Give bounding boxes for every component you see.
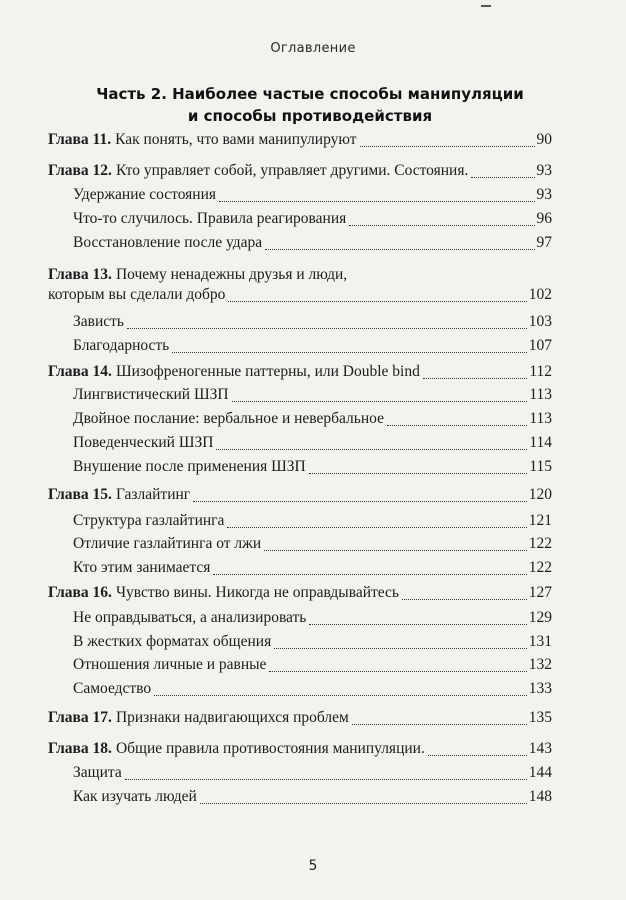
dot-leader xyxy=(471,177,534,178)
toc-entry xyxy=(73,785,552,809)
dot-leader xyxy=(360,146,535,147)
toc-entry xyxy=(73,556,552,580)
page-number: 103 xyxy=(528,313,552,330)
page-number: 102 xyxy=(528,286,552,303)
toc-entry xyxy=(48,483,552,507)
page-number: 129 xyxy=(528,609,552,626)
dot-leader xyxy=(193,501,527,502)
entry-title: Как изучать людей xyxy=(73,788,197,805)
entry-title: Восстановление после удара xyxy=(73,234,263,251)
page-number: 107 xyxy=(528,337,552,354)
toc-entry xyxy=(48,283,552,307)
entry-title: Двойное послание: вербальное и невербальное xyxy=(73,410,384,427)
dot-leader xyxy=(265,249,534,250)
dot-leader xyxy=(264,550,527,551)
page-number: 135 xyxy=(528,709,552,726)
toc-entry xyxy=(73,455,552,479)
page-number: 113 xyxy=(529,410,552,427)
page-number: 148 xyxy=(528,788,552,805)
dot-leader xyxy=(227,527,526,528)
page-number: 96 xyxy=(536,210,552,227)
dot-leader xyxy=(127,328,527,329)
toc-entry xyxy=(73,761,552,785)
dot-leader xyxy=(349,225,534,226)
page-number: 127 xyxy=(528,584,552,601)
entry-title: Признаки надвигающихся проблем xyxy=(115,709,349,726)
dot-leader xyxy=(402,599,527,600)
part-title-line-1: Часть 2. Наиболее частые способы манипуляции xyxy=(96,85,524,103)
dot-leader xyxy=(216,449,527,450)
page-number: 121 xyxy=(528,512,552,529)
chapter-number: Глава 11. xyxy=(48,131,112,148)
page-number: 113 xyxy=(529,386,552,403)
entry-title: Удержание состояния xyxy=(73,186,217,203)
page-number: 144 xyxy=(528,764,552,781)
dot-leader xyxy=(232,401,528,402)
page-number: 131 xyxy=(528,633,552,650)
dot-leader xyxy=(172,352,526,353)
chapter-number: Глава 15. xyxy=(48,486,112,503)
chapter-number: Глава 16. xyxy=(48,584,112,601)
toc-entry xyxy=(73,653,552,677)
entry-title: Зависть xyxy=(73,313,124,330)
entry-title: Что-то случилось. Правила реагирования xyxy=(73,210,347,227)
toc-entry xyxy=(73,334,552,358)
entry-title: Поведенческий ШЗП xyxy=(73,434,214,451)
chapter-number: Глава 13. xyxy=(48,266,112,283)
dot-leader xyxy=(274,648,527,649)
dot-leader xyxy=(309,624,526,625)
page-number: 132 xyxy=(528,656,552,673)
dot-leader xyxy=(423,378,527,379)
page-number: 114 xyxy=(529,434,552,451)
page-number: 115 xyxy=(529,458,552,475)
dot-leader xyxy=(219,201,534,202)
toc-entry xyxy=(48,360,552,384)
entry-title: Чувство вины. Никогда не оправдывайтесь xyxy=(115,584,399,601)
page-folio: 5 xyxy=(308,858,318,874)
toc-entry xyxy=(73,677,552,701)
entry-title: Как понять, что вами манипулируют xyxy=(115,131,357,148)
chapter-number: Глава 17. xyxy=(48,709,112,726)
toc-entry xyxy=(73,630,552,654)
chapter-number: Глава 14. xyxy=(48,363,112,380)
entry-title: Отличие газлайтинга от лжи xyxy=(73,535,262,552)
toc-entry xyxy=(73,383,552,407)
page-number: 93 xyxy=(536,186,552,203)
toc-entry xyxy=(73,231,552,255)
toc-entry xyxy=(73,606,552,630)
toc-entry xyxy=(73,310,552,334)
entry-title: Шизофреногенные паттерны, или Double bind xyxy=(115,363,420,380)
entry-title: Общие правила противостояния манипуляции. xyxy=(115,740,425,757)
entry-title: Защита xyxy=(73,764,122,781)
toc-entry xyxy=(48,581,552,605)
entry-title-line-1: Почему ненадежны друзья и люди, xyxy=(115,266,348,283)
page-number: 143 xyxy=(528,740,552,757)
entry-title: В жестких форматах общения xyxy=(73,633,272,650)
page-number: 93 xyxy=(536,162,552,179)
entry-title: Отношения личные и равные xyxy=(73,656,267,673)
dot-leader xyxy=(309,473,528,474)
entry-title: Самоедство xyxy=(73,680,152,697)
toc-entry xyxy=(48,159,552,183)
entry-title: Кто этим занимается xyxy=(73,559,211,576)
toc-entry xyxy=(73,509,552,533)
entry-title: Внушение после применения ШЗП xyxy=(73,458,306,475)
entry-title: Газлайтинг xyxy=(115,486,191,503)
chapter-number: Глава 18. xyxy=(48,740,112,757)
toc-entry xyxy=(48,706,552,730)
dot-leader xyxy=(200,803,527,804)
entry-title: Лингвистический ШЗП xyxy=(73,386,229,403)
part-title-line-2: и способы противодействия xyxy=(187,107,433,125)
toc-entry xyxy=(73,532,552,556)
entry-title: Не оправдываться, а анализировать xyxy=(73,609,307,626)
page-number: 122 xyxy=(528,535,552,552)
page-number: 112 xyxy=(529,363,552,380)
page-number: 122 xyxy=(528,559,552,576)
dot-leader xyxy=(428,755,527,756)
entry-title: которым вы сделали добро xyxy=(48,286,226,303)
toc-entry xyxy=(73,183,552,207)
toc-entry xyxy=(48,737,552,761)
dot-leader xyxy=(228,301,526,302)
page-number: 97 xyxy=(536,234,552,251)
page-number: 120 xyxy=(528,486,552,503)
dot-leader xyxy=(387,425,527,426)
entry-title: Кто управляет собой, управляет другими. Состояния. xyxy=(115,162,469,179)
toc-entry xyxy=(48,128,552,152)
toc-entry xyxy=(73,407,552,431)
toc-entry xyxy=(73,431,552,455)
toc-entry xyxy=(73,207,552,231)
entry-title: Благодарность xyxy=(73,337,170,354)
dot-leader xyxy=(213,574,526,575)
page-number: 133 xyxy=(528,680,552,697)
dot-leader xyxy=(352,724,527,725)
dot-leader xyxy=(125,779,527,780)
page-number: 90 xyxy=(536,131,552,148)
entry-title: Структура газлайтинга xyxy=(73,512,225,529)
dot-leader xyxy=(154,695,527,696)
dot-leader xyxy=(269,671,526,672)
chapter-number: Глава 12. xyxy=(48,162,112,179)
running-head: Оглавление xyxy=(270,41,356,56)
